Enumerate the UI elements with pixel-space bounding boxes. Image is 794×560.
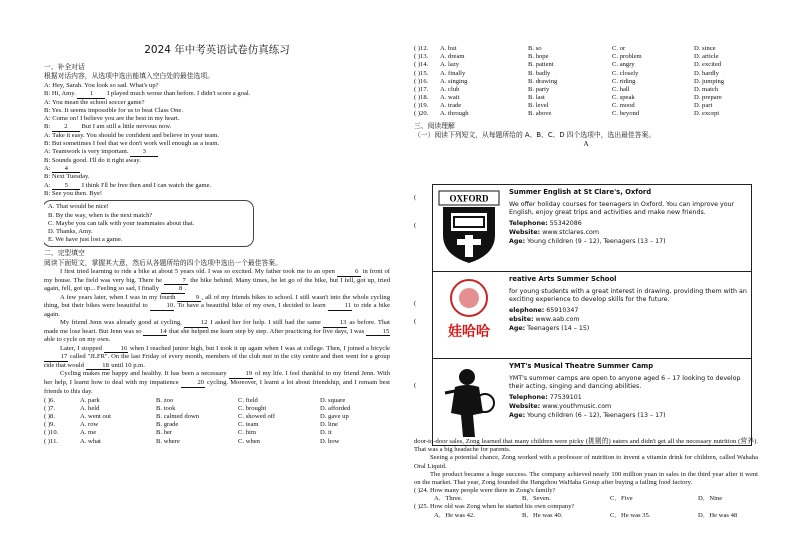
question-number[interactable]: ( )20. xyxy=(414,110,429,118)
cloze-paragraph: My friend Jenn was already good at cycling, 12 I asked her for help. I still had the same 13 as before. That made me lose heart. But Jenn was so 14 that she helped me learn step by step. After practicing for five days, I was 15 able to cycle on my own. xyxy=(44,319,390,344)
question-number[interactable]: ( )10. xyxy=(44,429,59,437)
choice-option[interactable]: D. square xyxy=(320,396,346,404)
answer-blank[interactable]: 10 xyxy=(150,303,174,311)
ad-age: Age: Young children (9 – 12), Teenagers (13 – 17) xyxy=(509,237,666,245)
dialogue-line: B: Next Tuesday. xyxy=(44,173,90,181)
dialogue-lines xyxy=(44,82,390,199)
cloze-choices-right xyxy=(414,45,758,119)
ad-website: ebsite: www.aab.com xyxy=(509,315,580,323)
choice-option[interactable]: C. field xyxy=(238,396,258,404)
ad-title: reative Arts Summer School xyxy=(509,275,617,283)
page-title: 2024 年中考英语试卷仿真练习 xyxy=(144,44,290,56)
choice-option[interactable]: A. singing xyxy=(440,77,468,85)
ad-text xyxy=(509,362,747,421)
dialogue-line: A: Come on! I believe you are the best in my heart. xyxy=(44,114,180,122)
question-number[interactable]: ( )9. xyxy=(44,421,55,429)
choice-option[interactable]: D．Nine xyxy=(698,495,723,503)
answer-blank[interactable]: 1 xyxy=(77,91,105,99)
choice-option[interactable]: D. part xyxy=(694,102,713,110)
choice-option[interactable]: B. so xyxy=(528,45,542,52)
ad-field-label: Age: xyxy=(509,237,526,245)
choice-option[interactable]: A. what xyxy=(80,437,101,445)
cloze-paragraph: A few years later, when I was in my fourth 9 , all of my friends bikes to school. I still wasn't into the whole cycling thing, but their bikes were beautiful to 10. To have a beautiful bike of my own, I decided to learn 11 to ride a bike again. xyxy=(44,293,390,319)
ad-title: Summer English at St Clare's, Oxford xyxy=(509,188,652,196)
choice-option[interactable]: A. park xyxy=(80,396,100,404)
choice-option[interactable]: A. held xyxy=(80,404,100,412)
answer-bracket: ( xyxy=(414,194,417,201)
dialogue-line: B: But sometimes I feel that we don't work well enough as a team. xyxy=(44,139,220,147)
dialogue-option: A. That would be nice! xyxy=(48,203,109,211)
question xyxy=(414,503,758,511)
answer-blank[interactable]: 15 xyxy=(366,329,390,337)
dialogue-section-title: 一、补全对话 xyxy=(44,63,85,72)
choice-option[interactable]: C. angry xyxy=(612,61,635,69)
question-number[interactable]: ( )7. xyxy=(44,404,55,412)
dialogue-line: B: Yes. It seems impossible for us to beat Class One. xyxy=(44,106,184,114)
ad-website: Website: www.youthmusic.com xyxy=(509,402,612,410)
ad-age: Age: Young children (6 – 12), Teenagers (13 – 17) xyxy=(509,411,666,419)
ad-field-label: Telephone: xyxy=(509,220,548,228)
dialogue-option: D. Thanks, Amy. xyxy=(48,227,93,235)
answer-bracket: ( xyxy=(414,222,417,229)
cloze-section-title: 二、完型填空 xyxy=(44,249,85,258)
reading-passage xyxy=(414,438,758,520)
choice-option[interactable]: A. lazy xyxy=(440,61,460,69)
choice-option[interactable]: D. excited xyxy=(694,61,722,69)
dialogue-instruction: 根据对话内容，从选项中选出能填入空白处的最佳选项。 xyxy=(44,72,214,81)
choice-option[interactable]: C. team xyxy=(238,421,259,429)
summer-school-ads xyxy=(432,184,752,446)
dialogue-line: A: 4 xyxy=(44,165,390,174)
answer-blank[interactable]: 7 xyxy=(164,278,188,286)
dialogue-line: B: Hi, Amy. 1 I played much worse than before. I didn't score a goal. xyxy=(44,90,251,98)
ad-row xyxy=(433,272,751,359)
choice-option[interactable]: C. mood xyxy=(612,102,635,110)
passage-paragraph: The product became a huge success. The company achieved nearly 100 million yuan in sales in the third year after it went on the market. That year, Zong founded the Hangzhou WaHaha Group after buying a failing food factory. xyxy=(414,470,758,486)
choice-option[interactable]: B. party xyxy=(528,85,550,93)
choice-option[interactable]: B. badly xyxy=(528,69,551,77)
ad-text xyxy=(509,188,747,247)
choice-option[interactable]: D. article xyxy=(694,53,719,61)
ad-text xyxy=(509,275,747,334)
answer-blank[interactable]: 16 xyxy=(104,346,128,354)
dialogue-line: B: 2 But I am still a little nervous now. xyxy=(44,123,172,131)
dialogue-option: B. By the way, when is the next match? xyxy=(48,211,153,219)
choice-option[interactable]: A. but xyxy=(440,45,457,52)
choice-option[interactable]: C. closely xyxy=(612,69,639,77)
choice-option[interactable]: A. trade xyxy=(440,102,462,110)
choice-option[interactable]: C. or xyxy=(612,45,626,52)
choice-option[interactable]: A. went out xyxy=(80,413,111,421)
right-column xyxy=(414,0,758,560)
dialogue-option: E. We have just lost a game. xyxy=(48,236,123,244)
cloze-instruction: 阅读下面短文，掌握其大意，然后从各题所给的四个选项中选出一个最佳答案。 xyxy=(44,258,282,267)
question-options xyxy=(414,495,758,503)
dialogue-option: C. Maybe you can talk with your teammates about that. xyxy=(48,219,195,227)
question-text: How old was Zong when he started his own company? xyxy=(429,503,575,511)
ad-phone: Telephone: 77539101 xyxy=(509,394,582,402)
answer-bracket: ( xyxy=(414,318,417,325)
choice-option[interactable]: D. afforded xyxy=(320,404,351,412)
choice-option[interactable]: B. hope xyxy=(528,53,549,61)
answer-blank[interactable]: 5 xyxy=(52,183,80,191)
ad-phone: Telephone: 55342086 xyxy=(509,220,582,228)
choice-option[interactable]: B. zoo xyxy=(156,396,174,404)
choice-option[interactable]: A. through xyxy=(440,110,469,118)
answer-bracket: ( xyxy=(414,382,417,389)
passage-paragraph: Seeing a potential chance, Zong worked with a professor of nutrition to invent a vitamin drink for children, called Wahaha Oral Liquid. xyxy=(414,454,758,470)
answer-blank[interactable]: 8 xyxy=(161,286,185,294)
choice-option[interactable]: D. jumping xyxy=(694,77,725,85)
cloze-paragraph: Cycling makes me happy and healthy. It has been a necessary 19 of my life. I feel thankful to my friend Jenn. With her help, I learnt how to deal with my impatience 20 cycling. Moreover, I learnt a lot about friendship, and I remain best friends to this day. xyxy=(44,370,390,395)
choice-option[interactable]: D. it xyxy=(320,429,332,437)
choice-option[interactable]: D．He was 48 xyxy=(698,511,738,519)
ad-field-label: Website: xyxy=(509,228,541,236)
ad-field-label: ebsite: xyxy=(509,315,534,323)
choice-option[interactable]: A. finally xyxy=(440,69,466,77)
choice-option[interactable]: B. where xyxy=(156,437,180,445)
choice-option[interactable]: B．He was 40. xyxy=(522,511,563,519)
ad-field-label: Telephone: xyxy=(509,394,548,402)
answer-bracket: ( xyxy=(414,300,417,307)
question-number[interactable]: ( )13. xyxy=(414,53,429,61)
svg-text:OXFORD: OXFORD xyxy=(449,193,489,204)
ad-website: Website: www.stclares.com xyxy=(509,228,599,236)
choice-option[interactable]: B．Seven. xyxy=(522,495,551,503)
choice-option[interactable]: D. hardly xyxy=(694,69,719,77)
choice-option[interactable]: A. club xyxy=(440,85,460,93)
answer-blank[interactable]: 2 xyxy=(52,124,80,132)
question-number[interactable]: ( )18. xyxy=(414,94,429,102)
dialogue-line: B: See you then. Bye! xyxy=(44,190,103,198)
choice-option[interactable]: C. speak xyxy=(612,94,635,102)
answer-blank[interactable]: 20 xyxy=(181,380,205,388)
choice-option[interactable]: A. dream xyxy=(440,53,465,61)
answer-blank[interactable]: 9 xyxy=(177,295,201,303)
question xyxy=(414,487,758,495)
ad-age: Age: Teenagers (14 – 15) xyxy=(509,324,590,332)
ad-field-label: Website: xyxy=(509,402,541,410)
choice-option[interactable]: B. grade xyxy=(156,421,179,429)
passage-paragraph: door-to-door sales, Zong learned that many children were picky (挑剔的) eaters and didn't get all the necessary nutrition (营养). That was a big headache for parents. xyxy=(414,438,758,454)
ad-field-label: Age: xyxy=(509,411,526,419)
ad-row xyxy=(433,359,751,445)
dialogue-options-box xyxy=(44,200,254,247)
answer-blank[interactable]: 17 xyxy=(44,354,68,362)
choice-option[interactable]: D. except xyxy=(694,110,720,118)
question-text: How many people were there in Zong's family? xyxy=(429,487,556,495)
answer-blank[interactable]: 3 xyxy=(130,149,158,157)
choice-option[interactable]: B. above xyxy=(528,110,552,118)
question-number[interactable]: ( )15. xyxy=(414,69,429,77)
passage-label-a: A xyxy=(583,140,589,149)
choice-option[interactable]: C. him xyxy=(238,429,256,437)
choice-option[interactable]: D. gave up xyxy=(320,413,349,421)
question-number[interactable]: ( )24. xyxy=(414,487,430,495)
choice-option[interactable]: C. when xyxy=(238,437,260,445)
ad-row xyxy=(433,185,751,272)
answer-blank[interactable]: 6 xyxy=(337,269,361,277)
ad-title: YMT's Musical Theatre Summer Camp xyxy=(509,362,654,370)
choice-option[interactable]: B. drawing xyxy=(528,77,558,85)
cloze-passage xyxy=(44,268,390,396)
reading-section-title: 三、阅读理解 xyxy=(414,121,455,130)
answer-blank[interactable]: 19 xyxy=(229,371,253,379)
choice-option[interactable]: B. patient xyxy=(528,61,554,69)
cloze-paragraph: Later, I stopped 16 when I reached junior high, but I took it up again when I was at college. Then, I joined a bicycle 17 called "JLFR". On the last Friday of every month, members of the club met in the city centre and then went for a group ride that would 18 until 10 p.m. xyxy=(44,344,390,369)
choice-option[interactable]: C．He was 35. xyxy=(610,511,651,519)
question-number[interactable]: ( )14. xyxy=(414,61,429,69)
choice-option[interactable]: B. calmed down xyxy=(156,413,200,421)
question-number[interactable]: ( )8. xyxy=(44,413,55,421)
dialogue-line: A: Hey, Sarah. You look so sad. What's up? xyxy=(44,81,159,89)
choice-option[interactable]: C. problem xyxy=(612,53,642,61)
ad-phone: elephone: 65910347 xyxy=(509,307,579,315)
question-number[interactable]: ( )16. xyxy=(414,77,429,85)
choice-option[interactable]: C. brought xyxy=(238,404,267,412)
choice-option[interactable]: A．Three. xyxy=(434,495,463,503)
choice-option[interactable]: B. level xyxy=(528,102,549,110)
choice-option[interactable]: D. how xyxy=(320,437,340,445)
choice-option[interactable]: B. last xyxy=(528,94,545,102)
choice-option[interactable]: C. beyond xyxy=(612,110,640,118)
cloze-choices-left xyxy=(44,397,390,446)
ad-body: We offer holiday courses for teenagers in Oxford. You can improve your English, enjoy great trips and activities and make new friends. xyxy=(509,200,735,217)
theatre-performer-image xyxy=(437,363,501,439)
question-number[interactable]: ( )6. xyxy=(44,396,55,404)
dialogue-line: A: Take it easy. You should be confident and believe in your team. xyxy=(44,131,219,139)
answer-blank[interactable]: 18 xyxy=(86,363,110,371)
choice-option[interactable]: A. me xyxy=(80,429,97,437)
choice-option[interactable]: C．Five xyxy=(610,495,633,503)
choice-option[interactable]: D. prepare xyxy=(694,94,722,102)
dialogue-line: B: Sounds good. I'll do it right away. xyxy=(44,156,141,164)
choice-option[interactable]: D. line xyxy=(320,421,338,429)
answer-blank[interactable]: 4 xyxy=(52,166,80,174)
ad-body: for young students with a great interest in drawing, providing them with an exciting experience to develop skills for the future. xyxy=(509,287,747,304)
dialogue-line: A: 5 I think I'll be free then and I can watch the game. xyxy=(44,181,212,189)
choice-option[interactable]: D. match xyxy=(694,85,719,93)
choice-option[interactable]: B. took xyxy=(156,404,176,412)
choice-option[interactable]: B. her xyxy=(156,429,173,437)
ad-body: YMT's summer camps are open to anyone aged 6 – 17 looking to develop their acting, singing and dancing abilities. xyxy=(509,374,741,391)
ad-field-label: elephone: xyxy=(509,307,545,315)
choice-option[interactable]: A．He was 42. xyxy=(434,511,475,519)
answer-blank[interactable]: 12 xyxy=(184,320,208,328)
choice-option[interactable]: C. riding xyxy=(612,77,636,85)
answer-blank[interactable]: 14 xyxy=(143,329,167,337)
choice-option[interactable]: D. since xyxy=(694,45,716,52)
dialogue-line: A: You mean the school soccer game? xyxy=(44,98,145,106)
wahaha-seal-logo xyxy=(437,276,501,352)
ad-field-label: Age: xyxy=(509,324,526,332)
question-number[interactable]: ( )19. xyxy=(414,102,429,110)
answer-blank[interactable]: 11 xyxy=(328,303,352,311)
reading-instruction: （一）阅读下列短文，从每题所给的 A、B、C、D 四个选项中，选出最佳答案。 xyxy=(414,130,656,139)
question-number[interactable]: ( )25. xyxy=(414,503,430,511)
choice-option[interactable]: C. hall xyxy=(612,85,630,93)
question-number[interactable]: ( )17. xyxy=(414,85,429,93)
choice-option[interactable]: A. wait xyxy=(440,94,460,102)
left-column xyxy=(44,0,390,560)
question-options xyxy=(414,512,758,520)
cloze-paragraph: I first tried learning to ride a bike at about 5 years old. I was so excited. My father took me to an open 6 in front of my house. The field was very big. There he 7 the bike behind. Many times, he let go of the bike, but I fell, got up, tried again, fell, got up... Feeling so sad, I finally 8 . xyxy=(44,268,390,293)
choice-option[interactable]: A. row xyxy=(80,421,99,429)
svg-text:娃哈哈: 娃哈哈 xyxy=(448,324,490,340)
dialogue-line: A: Teamwork is very important. 3 xyxy=(44,148,390,157)
question-number[interactable]: ( )12. xyxy=(414,45,429,52)
question-number[interactable]: ( )11. xyxy=(44,437,59,445)
answer-blank[interactable]: 13 xyxy=(323,320,347,328)
choice-option[interactable]: C. showed off xyxy=(238,413,276,421)
oxford-crest-logo xyxy=(437,189,501,265)
